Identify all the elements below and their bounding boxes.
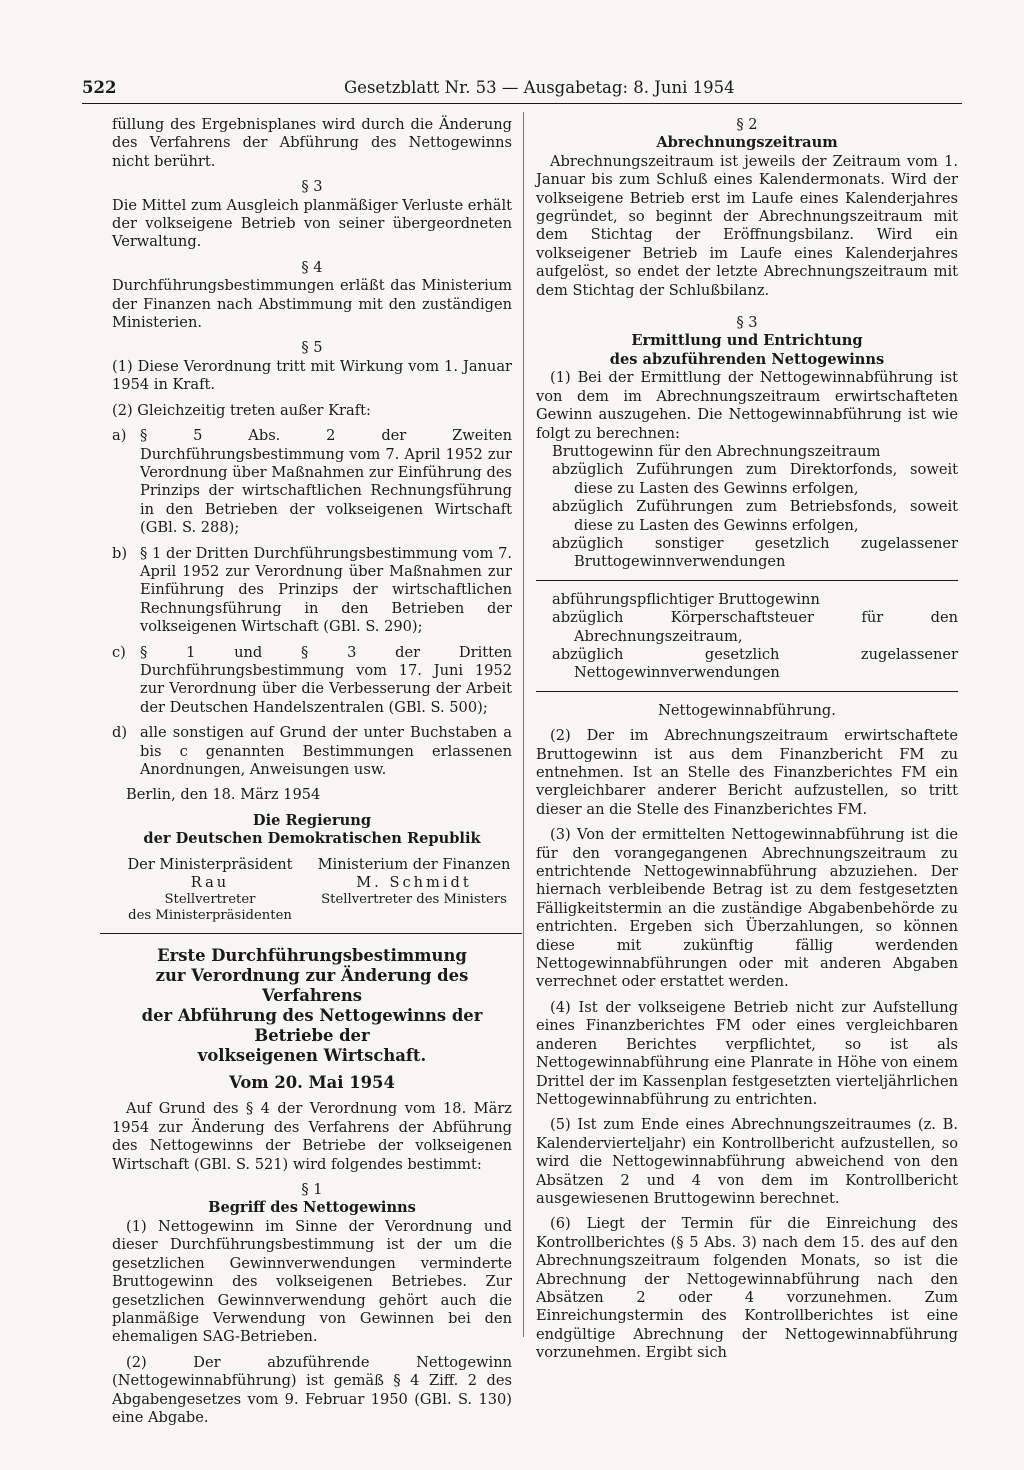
section-rule xyxy=(100,933,522,934)
calc-line: abzüglich Zuführungen zum Betriebsfonds, soweit diese zu Lasten des Gewinns erfolgen, xyxy=(552,498,958,534)
item-text: § 1 der Dritten Durchführungsbestimmung vom 7. April 1952 zur Verordnung über Maßnahmen zur Einführung des Prinzips der wirtschaftlichen Rechnungsführung in den Betrieben der volkseigenen Wirtschaft (GBl. S. 290); xyxy=(140,544,512,636)
reg-section-3-title: des abzuführenden Nettogewinns xyxy=(609,350,885,368)
item-label: b) xyxy=(112,544,128,562)
reg-section-3-para-2: (2) Der im Abrechnungszeitraum erwirtschaftete Bruttogewinn ist aus dem Finanzbericht FM zu entnehmen. Ist an Stelle des Finanzberichtes FM ein vergleichbarer anderer Bericht aufzustellen, so tritt dieser an die Stelle des Finanzberichtes FM. xyxy=(536,727,958,818)
signature-left xyxy=(112,856,308,924)
reg-section-3-para-6: (6) Liegt der Termin für die Einreichung des Kontrollberichtes (§ 5 Abs. 3) nach dem 15. des auf den Abrechnungszeitraum folgenden Monats, so ist die Abrechnung der Nettogewinnabführung nach den Absätzen 2 oder 4 vorzunehmen. Zum Einreichungstermin des Kontrollberichtes ist eine endgültige Abrechnung der Nettogewinnabführung vorzunehmen. Ergibt sich xyxy=(536,1215,958,1362)
reg-section-3-title: Ermittlung und Entrichtung xyxy=(631,332,863,350)
signature-right xyxy=(316,856,512,924)
signer-name: M. Schmidt xyxy=(356,874,472,892)
place-date: Berlin, den 18. März 1954 xyxy=(126,786,321,804)
item-text: § 5 Abs. 2 der Zweiten Durchführungsbestimmung vom 7. April 1952 zur Verordnung über Maßnahmen zur Einführung des Prinzips der wirtschaftlichen Rechnungsführung in den Betrieben der volkseigenen Wirtschaft (GBl. S. 288); xyxy=(140,427,512,537)
gazette-title: Gesetzblatt Nr. 53 — Ausgabetag: 8. Juni 1954 xyxy=(344,78,735,97)
reg-section-1-para-1: (1) Nettogewinn im Sinne der Verordnung und dieser Durchführungsbestimmung ist der um die gesetzlichen Gewinnverwendungen verminderte Bruttogewinn des volkseigenen Betriebes. Zur gesetzlichen Gewinnverwendung gehört auch die planmäßige Verwendung von Gewinnen bei den ehemaligen SAG-Betrieben. xyxy=(112,1217,512,1346)
calc-result: Nettogewinnabführung. xyxy=(658,701,836,719)
reg-section-3-heading: § 3 xyxy=(736,314,758,332)
repeal-item xyxy=(112,427,512,537)
signer-title: Stellvertreter xyxy=(164,892,256,908)
reg-section-3-para-4: (4) Ist der volkseigene Betrieb nicht zur Aufstellung eines Finanzberichtes FM oder eines vergleichbaren anderen Berichtes verpflichtet, so ist als Nettogewinnabführung eine Planrate in Höhe von einem Drittel der im Kassenplan festgesetzten vierteljährlichen Nettogewinnabführung zu entrichten. xyxy=(536,998,958,1108)
signer-title: Stellvertreter des Ministers xyxy=(321,892,507,908)
repeal-item xyxy=(112,545,512,637)
repeal-item xyxy=(112,724,512,779)
reg-section-2-text: Abrechnungszeitraum ist jeweils der Zeitraum vom 1. Januar bis zum Schluß eines Kalendermonats. Wird der volkseigene Betrieb erst im Laufe eines Kalenderjahres gegründet, so beginnt der Abrechnungszeitraum mit dem Stichtag der Eröffnungsbilanz. Wird ein volkseigener Betrieb im Laufe eines Kalenderjahres aufgelöst, so endet der letzte Abrechnungszeitraum mit dem Stichtag der Schlußbilanz. xyxy=(536,152,958,299)
page-header xyxy=(82,78,962,102)
reg-section-1-title: Begriff des Nettogewinns xyxy=(208,1199,416,1217)
calculation-block-2 xyxy=(536,591,958,683)
section-3-heading: § 3 xyxy=(301,178,323,196)
regulation-intro: Auf Grund des § 4 der Verordnung vom 18. März 1954 zur Änderung des Verfahrens der Abführung des Nettogewinns der Betriebe der volkseigenen Wirtschaft (GBl. S. 521) wird folgendes bestimmt: xyxy=(112,1100,512,1173)
signer-role: Der Ministerpräsident xyxy=(127,855,293,873)
regulation-title: volkseigenen Wirtschaft. xyxy=(197,1046,427,1066)
calculation-block-1 xyxy=(536,443,958,572)
section-4-heading: § 4 xyxy=(301,258,323,276)
signer-name: Rau xyxy=(190,874,230,892)
regulation-date: Vom 20. Mai 1954 xyxy=(229,1073,395,1093)
regulation-title: der Abführung des Nettogewinns der Betriebe der xyxy=(141,1006,483,1046)
calc-line: abzüglich gesetzlich zugelassener Nettogewinnverwendungen xyxy=(552,645,958,682)
item-label: a) xyxy=(112,427,127,445)
calc-line: Bruttogewinn für den Abrechnungszeitraum xyxy=(552,442,881,460)
reg-section-3-para-1: (1) Bei der Ermittlung der Nettogewinnabführung ist von dem im Abrechnungszeitraum erwirtschafteten Gewinn auszugehen. Die Nettogewinnabführung ist wie folgt zu berechnen: xyxy=(536,369,958,442)
item-text: § 1 und § 3 der Dritten Durchführungsbestimmung vom 17. Juni 1952 zur Verordnung über die Verbesserung der Arbeit der Deutschen Handelszentralen (GBl. S. 500); xyxy=(140,643,512,716)
calc-rule xyxy=(536,691,958,692)
calc-rule xyxy=(536,580,958,581)
header-rule xyxy=(82,103,962,104)
signature-block xyxy=(112,856,512,924)
page-number: 522 xyxy=(82,78,117,97)
regulation-title: Erste Durchführungsbestimmung xyxy=(157,946,467,966)
calc-line: abzüglich Zuführungen zum Direktorfonds, soweit diese zu Lasten des Gewinns erfolgen, xyxy=(552,461,958,497)
item-label: c) xyxy=(112,643,126,661)
section-3-text: Die Mittel zum Ausgleich planmäßiger Verluste erhält der volkseigene Betrieb von seiner übergeordneten Verwaltung. xyxy=(112,196,512,251)
signer-role: Ministerium der Finanzen xyxy=(317,855,511,873)
item-label: d) xyxy=(112,724,128,742)
repeal-item xyxy=(112,644,512,718)
section-5-para-2: (2) Gleichzeitig treten außer Kraft: xyxy=(112,401,371,419)
calc-line: abführungspflichtiger Bruttogewinn xyxy=(552,590,820,608)
item-text: alle sonstigen auf Grund der unter Buchstaben a bis c genannten Bestimmungen erlassenen Anordnungen, Anweisungen usw. xyxy=(140,724,512,778)
reg-section-2-title: Abrechnungszeitraum xyxy=(656,134,838,152)
calc-line: abzüglich Körperschaftsteuer für den Abrechnungszeitraum, xyxy=(552,609,958,645)
regulation-title: zur Verordnung zur Änderung des Verfahrens xyxy=(155,966,469,1006)
section-4-text: Durchführungsbestimmungen erläßt das Ministerium der Finanzen nach Abstimmung mit den zuständigen Ministerien. xyxy=(112,277,512,332)
signer-title: des Ministerpräsidenten xyxy=(128,907,292,923)
government-line-2: der Deutschen Demokratischen Republik xyxy=(143,830,481,848)
reg-section-3-para-3: (3) Von der ermittelten Nettogewinnabführung ist die für den vorangegangenen Abrechnungszeitraum zu entrichtende Nettogewinnabführung abzuziehen. Der hiernach verbleibende Betrag ist zu dem festgesetzten Fälligkeitstermin an die zuständige Abgabenbehörde zu entrichten. Ergeben sich Überzahlungen, so können diese mit zukünftig fällig werdenden Nettogewinnabführungen oder mit anderen Abgaben verrechnet oder erstattet werden. xyxy=(536,826,958,991)
reg-section-2-heading: § 2 xyxy=(736,116,758,133)
reg-section-3-para-5: (5) Ist zum Ende eines Abrechnungszeitraumes (z. B. Kalendervierteljahr) ein Kontrollbericht aufzustellen, so wird die Nettogewinnabführung abweichend von den Absätzen 2 und 4 von dem im Kontrollbericht ausgewiesenen Bruttogewinn berechnet. xyxy=(536,1116,958,1207)
government-line-1: Die Regierung xyxy=(252,811,372,829)
intro-paragraph: füllung des Ergebnisplanes wird durch die Änderung des Verfahrens der Abführung des Nettogewinns nicht berührt. xyxy=(112,116,512,170)
calc-line: abzüglich sonstiger gesetzlich zugelassener Bruttogewinnverwendungen xyxy=(552,534,958,571)
column-divider xyxy=(523,112,524,1337)
reg-section-1-heading: § 1 xyxy=(301,1181,323,1199)
left-column xyxy=(112,116,512,1427)
right-column xyxy=(536,116,958,1363)
section-5-para-1: (1) Diese Verordnung tritt mit Wirkung vom 1. Januar 1954 in Kraft. xyxy=(112,357,512,394)
section-5-heading: § 5 xyxy=(301,339,323,357)
reg-section-1-para-2: (2) Der abzuführende Nettogewinn (Nettogewinnabführung) ist gemäß § 4 Ziff. 2 des Abgabengesetzes vom 9. Februar 1950 (GBl. S. 130) eine Abgabe. xyxy=(112,1353,512,1426)
